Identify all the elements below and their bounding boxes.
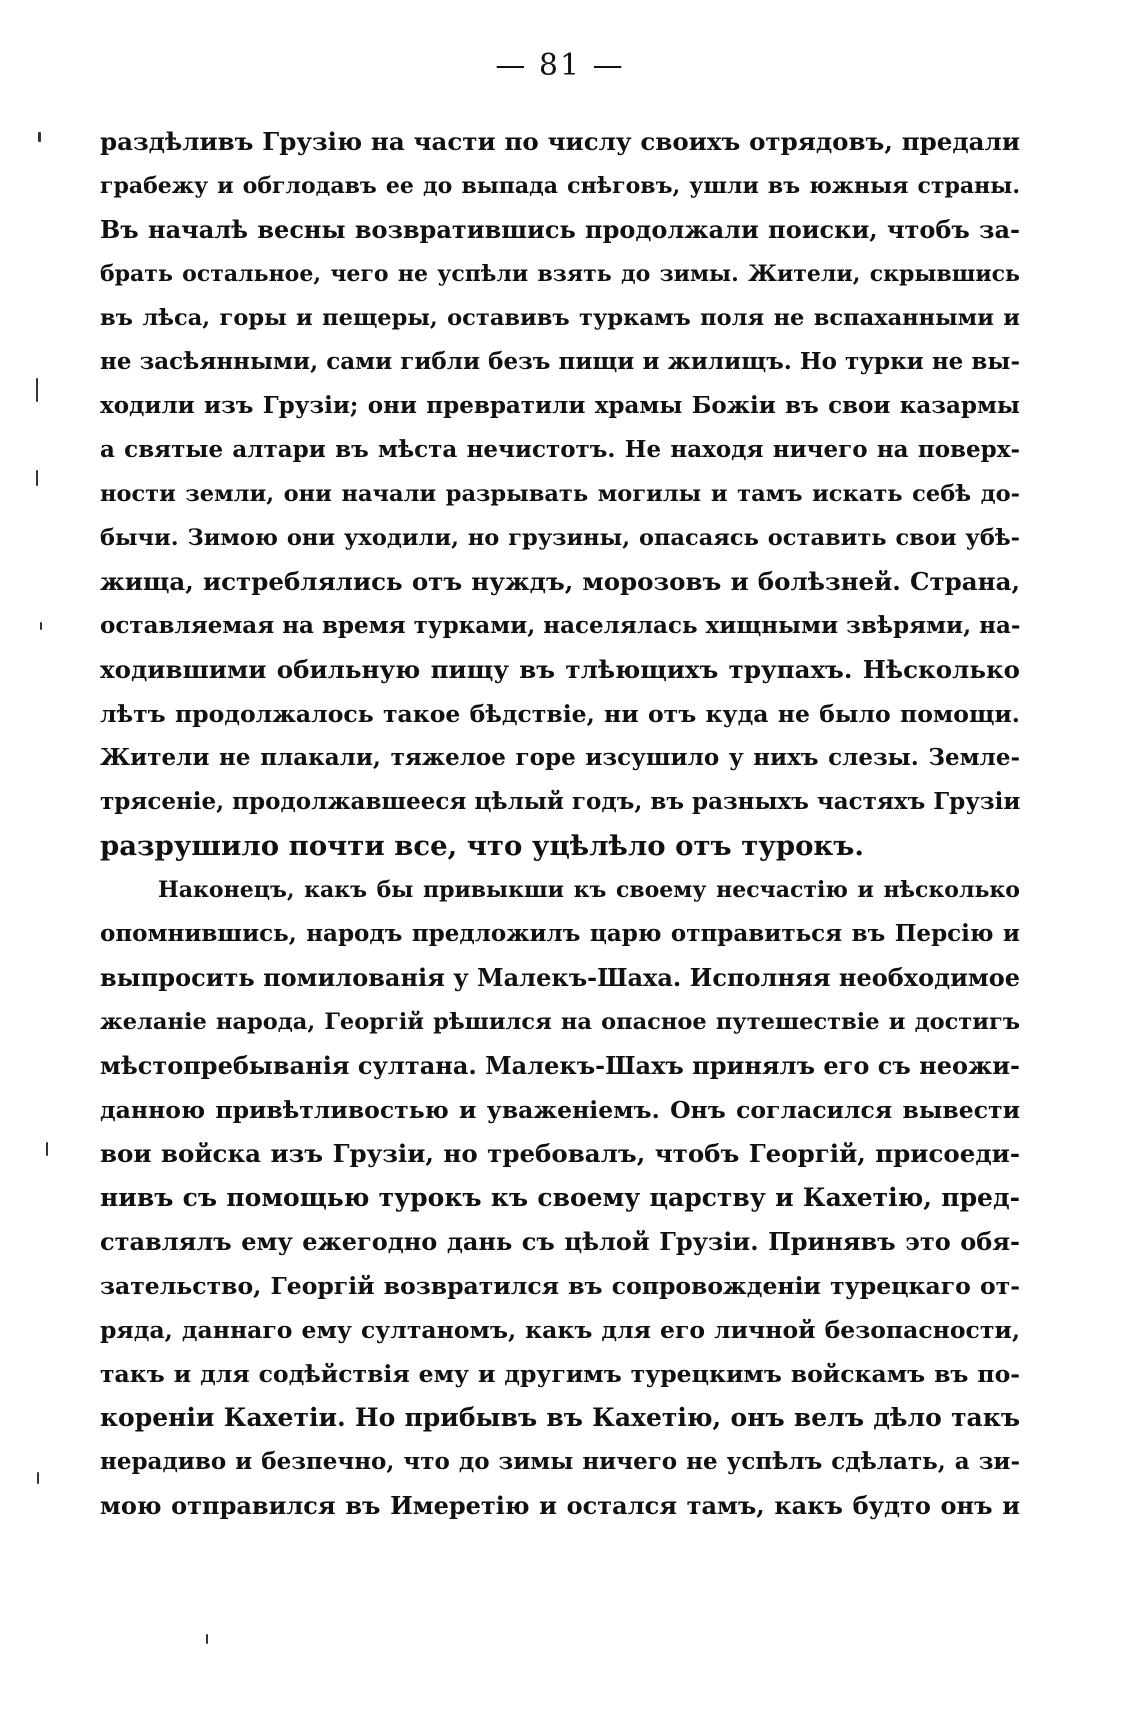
text-line: зательство, Георгій возвратился въ сопровожденіи турецкаго от- (100, 1272, 1020, 1300)
text-line: не засѣянными, сами гибли безъ пищи и жилищъ. Но турки не вы- (100, 348, 1020, 375)
scan-speck (38, 132, 41, 142)
text-line: Наконецъ, какъ бы привыкши къ своему несчастію и нѣсколько (158, 877, 1020, 903)
text-line: трясеніе, продолжавшееся цѣлый годъ, въ разныхъ частяхъ Грузіи (100, 788, 1021, 815)
text-line: ности земли, они начали разрывать могилы и тамъ искать себѣ до- (100, 481, 1020, 507)
text-line: выпросить помилованія у Малекъ-Шаха. Исполняя необходимое (100, 963, 1020, 992)
scan-speck (37, 1472, 39, 1484)
text-line: разрушило почти все, что уцѣлѣло отъ турокъ. (100, 830, 864, 862)
text-line: нерадиво и безпечно, что до зимы ничего не успѣлъ сдѣлать, а зи- (100, 1448, 1020, 1475)
scan-speck (36, 378, 38, 402)
text-line: въ лѣса, горы и пещеры, оставивъ туркамъ поля не вспаханными и (100, 305, 1020, 331)
text-line: такъ и для содѣйствія ему и другимъ турецкимъ войскамъ въ по- (100, 1360, 1020, 1388)
scan-speck (36, 470, 38, 486)
scan-speck (206, 1634, 208, 1644)
paragraph-1 (100, 120, 1020, 868)
text-line: раздѣливъ Грузію на части по числу своихъ отрядовъ, предали (100, 127, 1020, 156)
text-line: ходили изъ Грузіи; они превратили храмы Божіи въ свои казармы (100, 392, 1020, 419)
paragraph-2 (100, 868, 1020, 1528)
text-line: грабежу и обглодавъ ее до выпада снѣговъ, ушли въ южныя страны. (100, 173, 1020, 199)
text-line: ходившими обильную пищу въ тлѣющихъ трупахъ. Нѣсколько (100, 655, 1020, 684)
text-line: лѣтъ продолжалось такое бѣдствіе, ни отъ куда не было помощи. (100, 700, 1020, 728)
text-line: данною привѣтливостью и уваженіемъ. Онъ согласился вывести (100, 1096, 1020, 1124)
text-line: мѣстопребыванія султана. Малекъ-Шахъ принялъ его съ неожи- (100, 1051, 1020, 1080)
text-line: ставлялъ ему ежегодно дань съ цѣлой Грузіи. Принявъ это обя- (100, 1227, 1020, 1256)
scan-speck (40, 622, 42, 630)
text-line: Въ началѣ весны возвратившись продолжали поиски, чтобъ за- (100, 215, 1020, 244)
text-line: бычи. Зимою они уходили, но грузины, опасаясь оставить свои убѣ- (100, 525, 1020, 551)
text-line: кореніи Кахетіи. Но прибывъ въ Кахетію, онъ велъ дѣло такъ (100, 1403, 1020, 1432)
page-number: — 81 — (495, 48, 625, 83)
text-line: мою отправился въ Имеретію и остался тамъ, какъ будто онъ и (100, 1491, 1020, 1520)
text-line: а святые алтари въ мѣста нечистотъ. Не находя ничего на поверх- (100, 436, 1020, 463)
scan-speck (46, 1142, 48, 1156)
text-line: опомнившись, народъ предложилъ царю отправиться въ Персію и (100, 920, 1020, 947)
text-line: желаніе народа, Георгій рѣшился на опасное путешествіе и достигъ (100, 1009, 1020, 1035)
text-line: оставляемая на время турками, населялась хищными звѣрями, на- (100, 612, 1021, 639)
text-line: нивъ съ помощью турокъ къ своему царству и Кахетію, пред- (100, 1183, 1020, 1212)
text-line: Жители не плакали, тяжелое горе изсушило у нихъ слезы. Землe- (100, 744, 1020, 771)
text-line: жища, истреблялись отъ нуждъ, морозовъ и болѣзней. Страна, (100, 567, 1020, 596)
text-line: брать остальное, чего не успѣли взять до зимы. Жители, скрывшись (100, 261, 1020, 287)
text-line: вои войска изъ Грузіи, но требовалъ, чтобъ Георгій, присоеди- (100, 1139, 1020, 1168)
body-text (100, 120, 1020, 1528)
text-line: ряда, даннаго ему султаномъ, какъ для его личной безопасности, (100, 1316, 1020, 1344)
